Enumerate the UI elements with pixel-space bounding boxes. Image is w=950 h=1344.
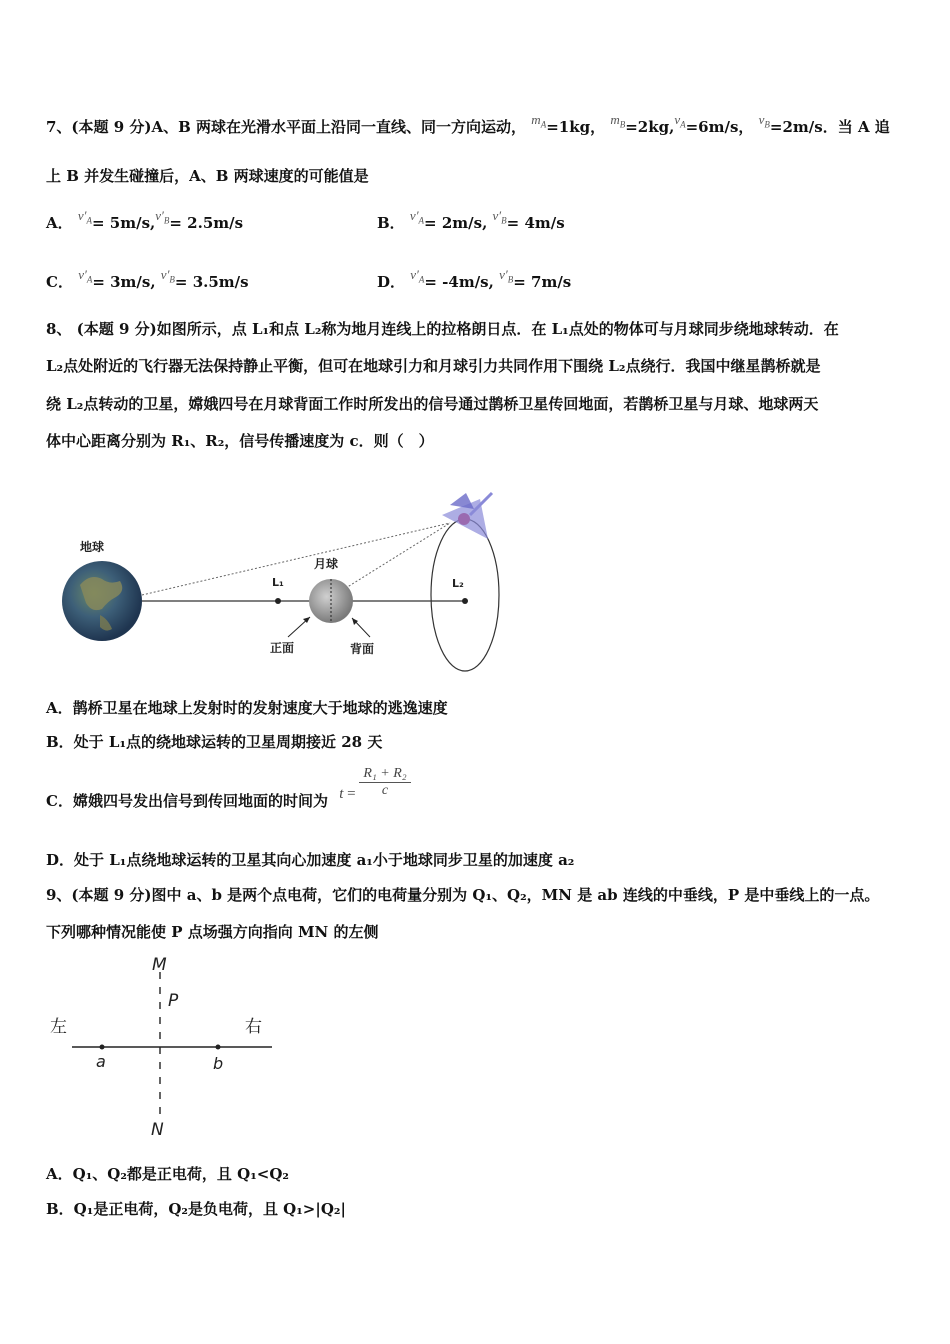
l2-point (462, 598, 468, 604)
mA-symbol: $m_A$ (531, 112, 547, 130)
q9-stem-line1: 9、(本题 9 分)图中 a、b 是两个点电荷，它们的电荷量分别为 Q₁、Q₂，MN 是 ab 连线的中垂线，P 是中垂线上的一点。 (46, 886, 880, 904)
q7-stem-line1 (46, 112, 890, 138)
vB-value: =2m/s．当 A 追 (769, 118, 890, 136)
vA-value: =6m/s， (685, 118, 754, 136)
q7-option-c: C． $v'_A= 3m/s$, $v'_B= 3.5m/s$ (46, 267, 249, 291)
mB-value: =2kg, (625, 118, 675, 136)
q7-stem-line2: 上 B 并发生碰撞后，A、B 两球速度的可能值是 (46, 167, 369, 185)
left-label: 左 (50, 1017, 67, 1037)
q8-stem-line2: L₂点处附近的飞行器无法保持静止平衡，但可在地球引力和月球引力共同作用下围绕 L₂点绕行．我国中继星鹊桥就是 (46, 357, 821, 375)
q7-stem-text: 7、(本题 9 分)A、B 两球在光滑水平面上沿同一直线、同一方向运动， (46, 118, 527, 136)
q9-option-a: A．Q₁、Q₂都是正电荷，且 Q₁<Q₂ (46, 1165, 289, 1183)
l2-orbit (431, 519, 499, 671)
back-label: 背面 (350, 642, 375, 656)
b-label: b (213, 1054, 224, 1073)
vA-symbol: $v_A$ (674, 112, 686, 130)
q7-option-b: B． $v'_A= 2m/s$, $v'_B= 4m/s$ (377, 208, 565, 232)
vpB-symbol: $v'_B$ (155, 208, 170, 226)
vpA-symbol: $v'_A$ (77, 208, 92, 226)
moon-label: 月球 (314, 557, 339, 571)
right-label: 右 (245, 1017, 262, 1037)
relay-satellite-icon (442, 493, 492, 539)
q8-option-c: C．嫦娥四号发出信号到传回地面的时间为 t = $\frac{\text{R₁ + R₂}}{c}$ (46, 766, 411, 799)
q8-option-b: B．处于 L₁点的绕地球运转的卫星周期接近 28 天 (46, 733, 383, 751)
charges-figure (40, 950, 280, 1140)
charge-a (100, 1045, 105, 1050)
charge-b (216, 1045, 221, 1050)
p-label: P (168, 991, 179, 1011)
vpB-symbol: $v'_B$ (160, 267, 175, 285)
q8-option-a: A．鹊桥卫星在地球上发射时的发射速度大于地球的逃逸速度 (46, 699, 448, 717)
a-label: a (96, 1052, 106, 1071)
q9-stem-line2: 下列哪种情况能使 P 点场强方向指向 MN 的左侧 (46, 923, 379, 941)
vpA-symbol: $v'_A$ (78, 267, 93, 285)
earth-label: 地球 (80, 540, 105, 554)
l1-point (275, 598, 281, 604)
vpA-symbol: $v'_A$ (410, 267, 425, 285)
vpB-symbol: $v'_B$ (499, 267, 514, 285)
vpB-symbol: $v'_B$ (492, 208, 507, 226)
q8-stem-line1: 8、 (本题 9 分)如图所示，点 L₁和点 L₂称为地月连线上的拉格朗日点．在 L₁点处的物体可与月球同步绕地球转动．在 (46, 320, 839, 338)
q8-stem-line4: 体中心距离分别为 R₁、R₂，信号传播速度为 c．则（ ） (46, 432, 434, 450)
q8-stem-line3: 绕 L₂点转动的卫星，嫦娥四号在月球背面工作时所发出的信号通过鹊桥卫星传回地面，若鹊桥卫星与月球、地球两天 (46, 395, 819, 413)
q8-option-d: D．处于 L₁点绕地球运转的卫星其向心加速度 a₁小于地球同步卫星的加速度 a₂ (46, 851, 575, 869)
vB-symbol: $v_B$ (758, 112, 770, 130)
l2-label: L₂ (452, 577, 464, 590)
q7-option-a: A． $v'_A= 5m/s,v'_B= 2.5m/s$ (46, 208, 244, 232)
n-label: N (151, 1120, 164, 1140)
m-label: M (152, 955, 167, 975)
mA-value: =1kg， (546, 118, 606, 136)
time-formula: t = $\frac{\text{R₁ + R₂}}{c}$ (339, 766, 410, 799)
q9-option-b: B．Q₁是正电荷，Q₂是负电荷，且 Q₁>|Q₂| (46, 1200, 346, 1218)
l1-label: L₁ (272, 576, 284, 589)
vpA-symbol: $v'_A$ (409, 208, 425, 226)
lagrange-figure (40, 485, 510, 680)
front-label: 正面 (270, 641, 295, 655)
q7-option-d: D． $v'_A= -4m/s$, $v'_B= 7m/s$ (377, 267, 572, 291)
mB-symbol: $m_B$ (610, 112, 626, 130)
